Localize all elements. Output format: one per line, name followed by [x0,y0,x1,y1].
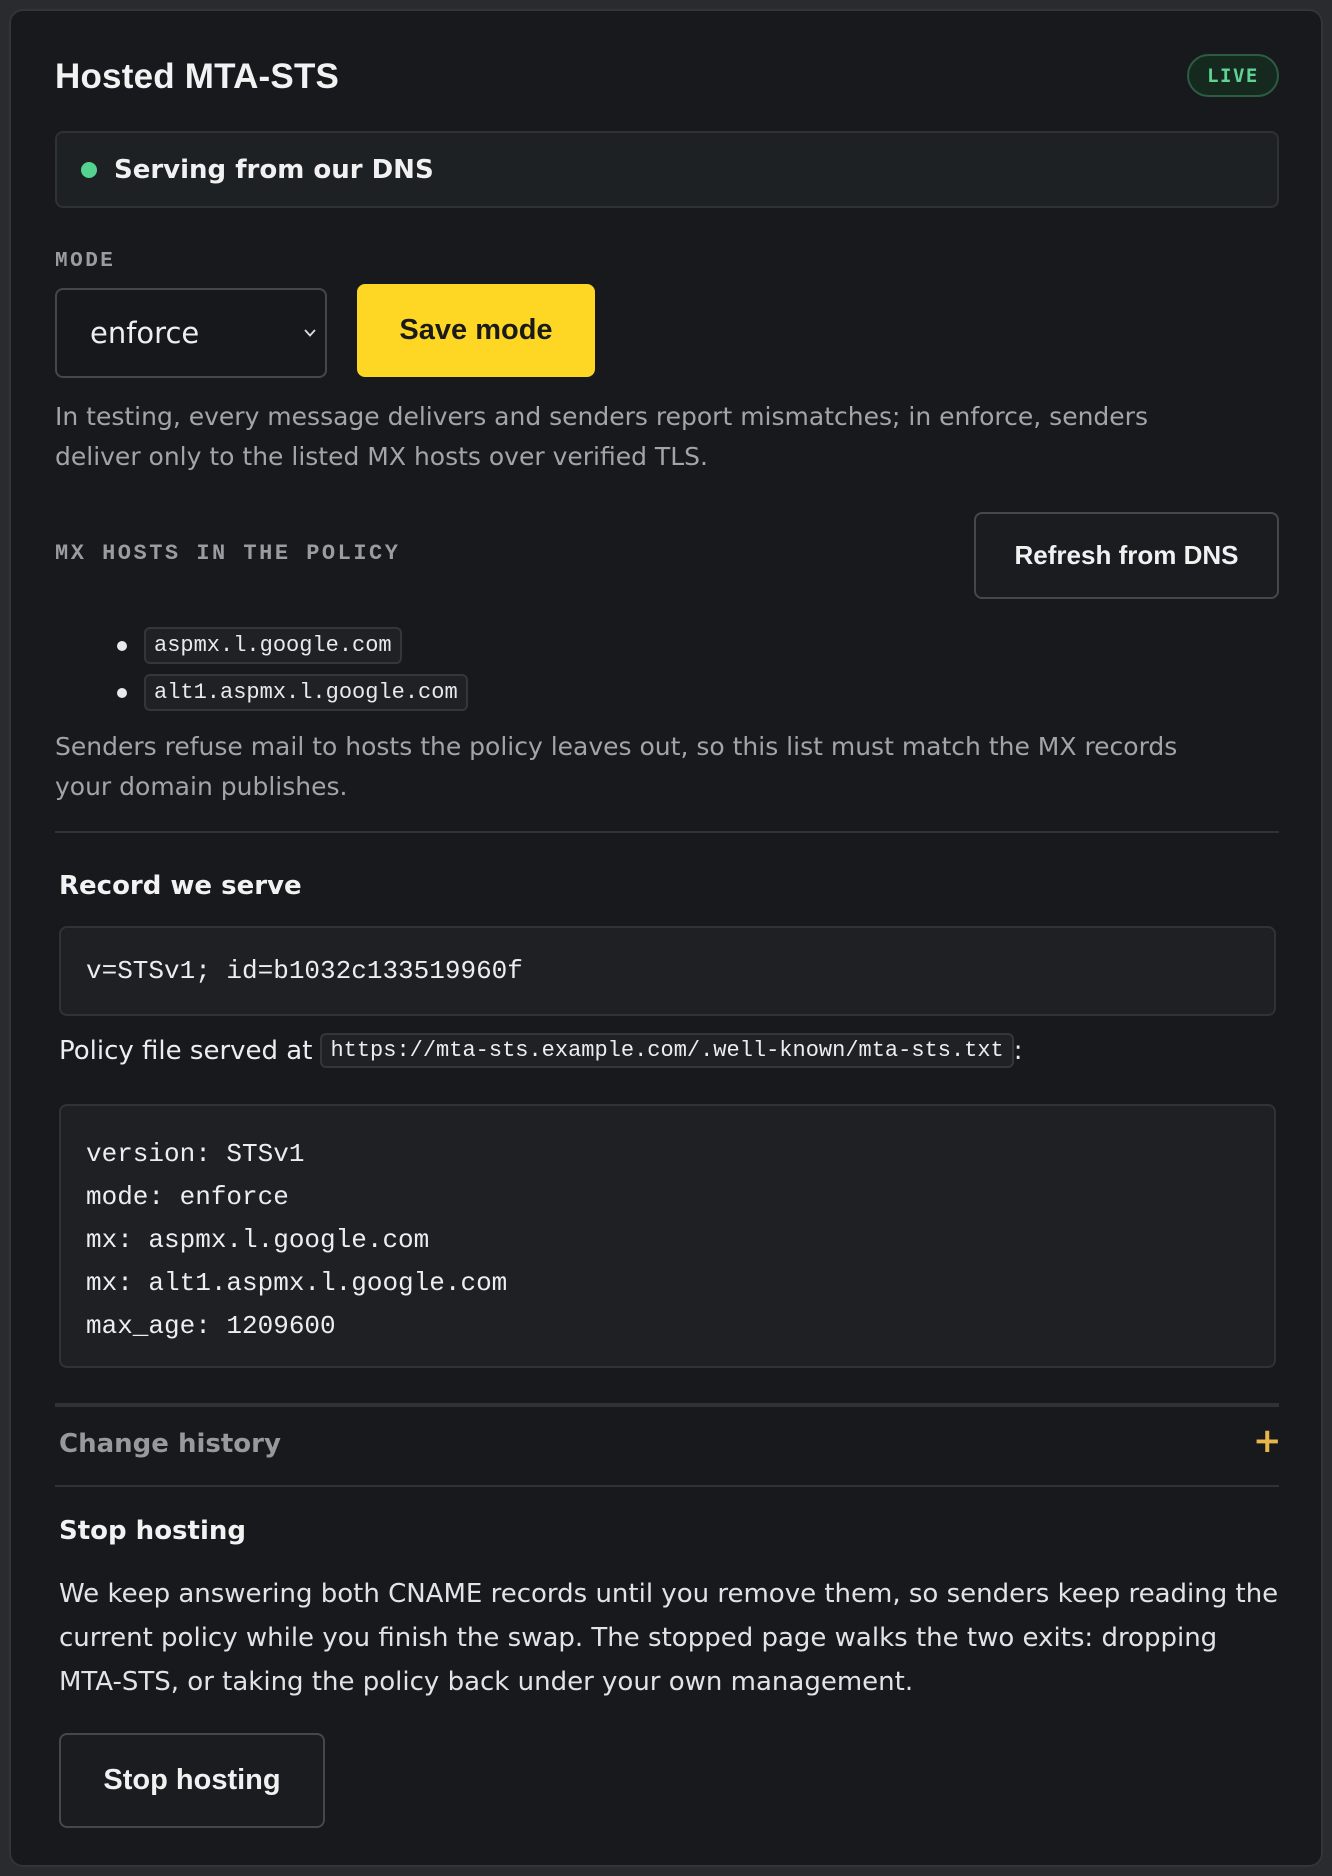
status-dot-icon [81,162,97,178]
policy-suffix: : [1013,1035,1023,1066]
mode-help-text: In testing, every message delivers and senders report mismatches; in enforce, senders deliver only to the listed MX hosts over verified TLS. [55,402,1148,471]
policy-prefix: Policy file served at [59,1035,313,1066]
history-divider [55,1403,1279,1407]
policy-line: version: STSv1 [86,1139,305,1169]
policy-url: https://mta-sts.example.com/.well-known/mta-sts.txt [320,1033,1013,1068]
list-item [117,669,468,716]
hosted-mta-sts-panel [9,9,1323,1867]
plus-icon[interactable]: + [1253,1421,1282,1461]
mode-label: MODE [55,250,116,273]
mode-select-value: enforce [90,316,200,350]
record-value-box [59,926,1276,1016]
save-mode-button[interactable]: Save mode [357,284,595,377]
live-status-badge: LIVE [1187,54,1279,97]
policy-line: mx: alt1.aspmx.l.google.com [86,1268,508,1298]
section-divider [55,831,1279,833]
record-heading: Record we serve [59,871,302,901]
bullet-icon [117,688,127,698]
stop-hosting-text: We keep answering both CNAME records until you remove them, so senders keep reading the current policy while you finish the swap. The stopped page walks the two exits: dropping MTA-STS, or taking the policy back under your own management. [59,1579,1279,1697]
stop-hosting-heading: Stop hosting [59,1516,246,1546]
policy-url-line [59,1033,1023,1068]
change-history-toggle[interactable]: Change history [59,1429,281,1459]
policy-file-box [59,1104,1276,1368]
stop-hosting-button[interactable]: Stop hosting [59,1733,325,1828]
mx-help-text: Senders refuse mail to hosts the policy leaves out, so this list must match the MX records your domain publishes. [55,732,1178,801]
policy-line: mode: enforce [86,1182,289,1212]
mx-hosts-label: MX HOSTS IN THE POLICY [55,541,401,566]
serving-status-box [55,131,1279,208]
mx-host-list [117,622,468,716]
refresh-from-dns-button[interactable]: Refresh from DNS [974,512,1279,599]
mx-host-chip: aspmx.l.google.com [144,627,402,664]
mx-host-chip: alt1.aspmx.l.google.com [144,674,468,711]
chevron-down-icon [303,326,317,340]
list-item [117,622,468,669]
serving-status-text: Serving from our DNS [114,154,434,185]
record-value: v=STSv1; id=b1032c133519960f [86,956,523,986]
page-title: Hosted MTA-STS [55,57,340,96]
bullet-icon [117,641,127,651]
mode-select[interactable] [55,288,327,378]
section-divider [55,1485,1279,1487]
policy-line: mx: aspmx.l.google.com [86,1225,430,1255]
policy-line: max_age: 1209600 [86,1311,336,1341]
